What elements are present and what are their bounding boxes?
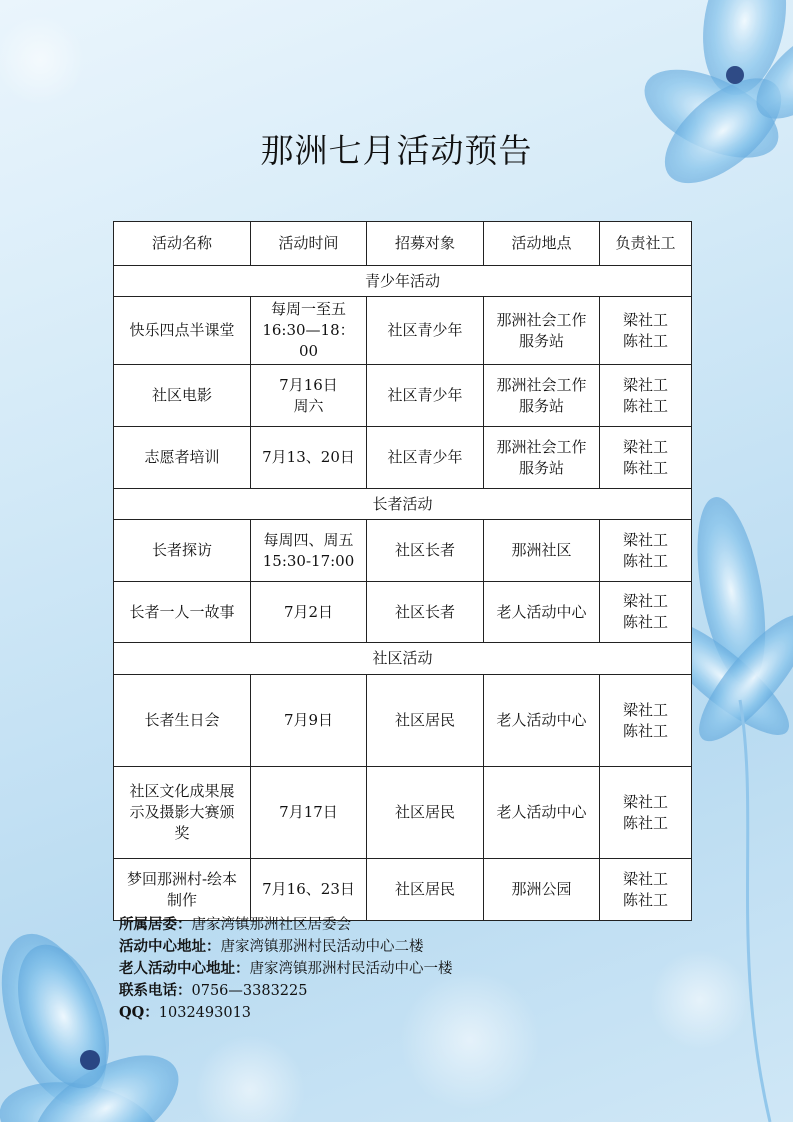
- footer-label: 老人活动中心地址：: [119, 960, 250, 977]
- cell-staff: 梁社工 陈社工: [622, 530, 668, 570]
- section-row-elderly: [114, 489, 692, 520]
- cell-time: 7月16日 周六: [279, 375, 338, 415]
- section-label: 青少年活动: [114, 266, 692, 297]
- header-activity-place: 活动地点: [484, 222, 600, 266]
- cell-target: 社区居民: [394, 711, 455, 729]
- table-row: [114, 675, 692, 767]
- footer-line-committee: [119, 914, 453, 936]
- table-row: [114, 365, 692, 427]
- cell-time: 7月16、23日: [262, 880, 355, 898]
- footer-label: 活动中心地址：: [119, 938, 221, 955]
- cell-name: 长者生日会: [144, 711, 220, 729]
- contact-info: [119, 914, 453, 1024]
- cell-target: 社区长者: [394, 541, 455, 559]
- header-staff: 负责社工: [600, 222, 692, 266]
- cell-place: 老人活动中心: [496, 803, 587, 821]
- cell-time: 7月2日: [283, 602, 334, 621]
- footer-value: 唐家湾镇那洲村民活动中心二楼: [220, 939, 424, 955]
- cell-time: 7月17日: [279, 803, 338, 821]
- table-row: [114, 520, 692, 582]
- cell-time: 7月9日: [283, 711, 334, 729]
- cell-staff: 梁社工 陈社工: [622, 375, 668, 415]
- page-title: 那洲七月活动预告: [260, 131, 533, 170]
- footer-value: 唐家湾镇那洲社区居委会: [191, 917, 351, 933]
- cell-target: 社区青少年: [387, 448, 463, 466]
- activity-table: [113, 221, 692, 921]
- header-activity-time: 活动时间: [251, 222, 367, 266]
- footer-line-center-address: [119, 936, 453, 958]
- cell-target: 社区青少年: [387, 386, 463, 404]
- footer-value: 0756—3383225: [191, 983, 308, 999]
- section-label: 社区活动: [114, 643, 692, 675]
- footer-line-elderly-center-address: [119, 958, 453, 980]
- cell-place: 那洲社会工作 服务站: [496, 310, 587, 350]
- cell-target: 社区居民: [394, 803, 455, 821]
- cell-time: 每周一至五 16:30—18：00: [262, 300, 355, 360]
- table-row: [114, 427, 692, 489]
- cell-place: 那洲社会工作 服务站: [496, 375, 587, 415]
- cell-staff: 梁社工 陈社工: [622, 792, 668, 832]
- cell-staff: 梁社工 陈社工: [622, 592, 668, 631]
- cell-name: 长者一人一故事: [129, 602, 235, 621]
- cell-name: 梦回那洲村-绘本 制作: [126, 869, 238, 909]
- cell-target: 社区长者: [394, 602, 455, 621]
- cell-name: 志愿者培训: [144, 448, 220, 466]
- cell-name: 社区电影: [151, 386, 212, 404]
- footer-value: 唐家湾镇那洲村民活动中心一楼: [249, 961, 453, 977]
- section-row-youth: [114, 266, 692, 297]
- table-row: [114, 582, 692, 643]
- footer-label: 所属居委：: [119, 916, 192, 933]
- table-row: [114, 297, 692, 365]
- cell-staff: 梁社工 陈社工: [622, 310, 668, 350]
- cell-target: 社区居民: [394, 880, 455, 898]
- flower-top-right-icon: [631, 0, 793, 203]
- footer-label: QQ：: [119, 1004, 159, 1021]
- table-row: [114, 859, 692, 921]
- table-row: [114, 767, 692, 859]
- footer-line-phone: [119, 980, 453, 1002]
- table-header-row: [114, 222, 692, 266]
- cell-place: 那洲公园: [511, 880, 572, 898]
- cell-time: 每周四、周五 15:30-17:00: [262, 530, 355, 570]
- cell-staff: 梁社工 陈社工: [622, 700, 668, 740]
- footer-value: 1032493013: [158, 1005, 252, 1021]
- cell-staff: 梁社工 陈社工: [622, 869, 668, 909]
- cell-target: 社区青少年: [387, 321, 463, 339]
- cell-name: 社区文化成果展 示及摄影大赛颁 奖: [129, 782, 235, 842]
- header-recruit-target: 招募对象: [367, 222, 484, 266]
- section-label: 长者活动: [114, 489, 692, 520]
- cell-staff: 梁社工 陈社工: [622, 437, 668, 477]
- cell-name: 快乐四点半课堂: [129, 321, 235, 339]
- cell-place: 老人活动中心: [496, 711, 587, 729]
- footer-line-qq: [119, 1002, 453, 1024]
- header-activity-name: 活动名称: [114, 222, 251, 266]
- section-row-community: [114, 643, 692, 675]
- cell-place: 那洲社会工作 服务站: [496, 437, 587, 477]
- cell-time: 7月13、20日: [262, 448, 355, 466]
- footer-label: 联系电话：: [119, 982, 192, 999]
- cell-place: 那洲社区: [511, 541, 572, 559]
- cell-name: 长者探访: [151, 541, 212, 559]
- cell-place: 老人活动中心: [496, 602, 587, 621]
